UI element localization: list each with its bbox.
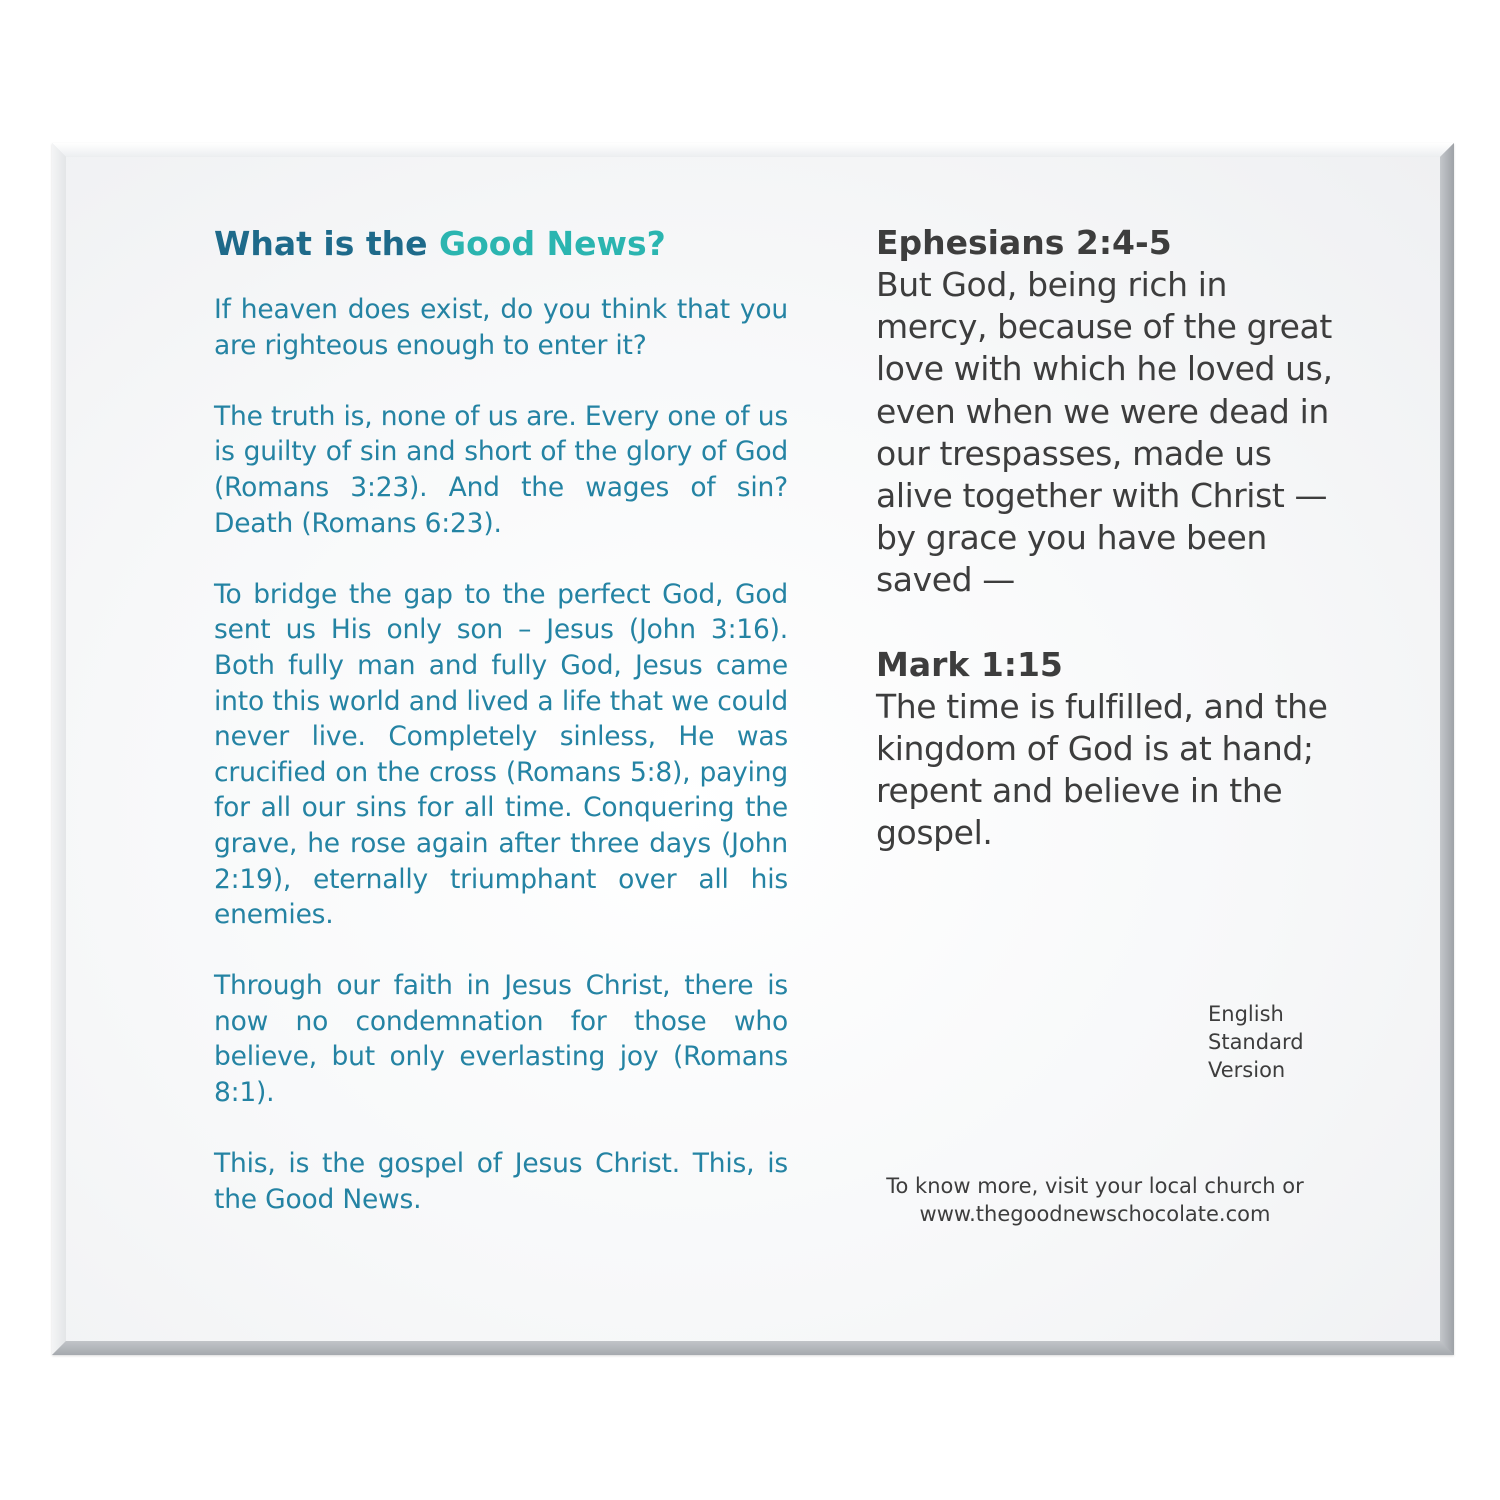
verse-mark: [876, 644, 1346, 855]
footer-website[interactable]: www.thegoodnewschocolate.com: [919, 1202, 1271, 1226]
paragraph-heaven: If heaven does exist, do you think that you are righteous enough to enter it?: [214, 294, 788, 361]
verse-text: The time is fulfilled, and the kingdom of God is at hand; repent and believe in the gospel.: [876, 686, 1328, 853]
verse-reference: Ephesians 2:4-5: [876, 223, 1172, 262]
card-bevel-right: [1440, 143, 1454, 1355]
paragraph-bridge: To bridge the gap to the perfect God, God sent us His only son – Jesus (John 3:16). Both fully man and fully God, Jesus came into this world and lived a life that we could never live. Completely sinless, He was crucified on the cross (Romans 5:8), paying for all our sins for all time. Conquering the grave, he rose again after three days (John 2:19), eternally triumphant over all his enemies.: [214, 578, 788, 931]
paragraph-gospel: This, is the gospel of Jesus Christ. This, is the Good News.: [214, 1148, 788, 1215]
verse-text: But God, being rich in mercy, because of the great love with which he loved us, even when we were dead in our trespasses, made us alive together with Christ — by grace you have been saved —: [876, 265, 1333, 600]
verse-ephesians: [876, 222, 1346, 602]
card-bevel-left: [52, 143, 66, 1355]
bible-version-label: English Standard Version: [1208, 1002, 1304, 1082]
card-bevel-bottom: [52, 1341, 1454, 1355]
good-news-column: [214, 222, 788, 1253]
headline-accent: Good News?: [439, 224, 666, 263]
footer-line-1: To know more, visit your local church or: [886, 1174, 1304, 1198]
headline-part-1: What is the: [214, 224, 440, 263]
verse-reference: Mark 1:15: [876, 644, 1063, 684]
card-bevel-top: [52, 143, 1454, 157]
paragraph-faith: Through our faith in Jesus Christ, there is now no condemnation for those who believe, but only everlasting joy (Romans 8:1).: [214, 970, 788, 1109]
headline: [214, 222, 788, 266]
verses-column: [876, 222, 1346, 896]
footer: [860, 1172, 1330, 1228]
paragraph-truth: The truth is, none of us are. Every one of us is guilty of sin and short of the glory of God (Romans 3:23). And the wages of sin? Death (Romans 6:23).: [214, 400, 788, 539]
